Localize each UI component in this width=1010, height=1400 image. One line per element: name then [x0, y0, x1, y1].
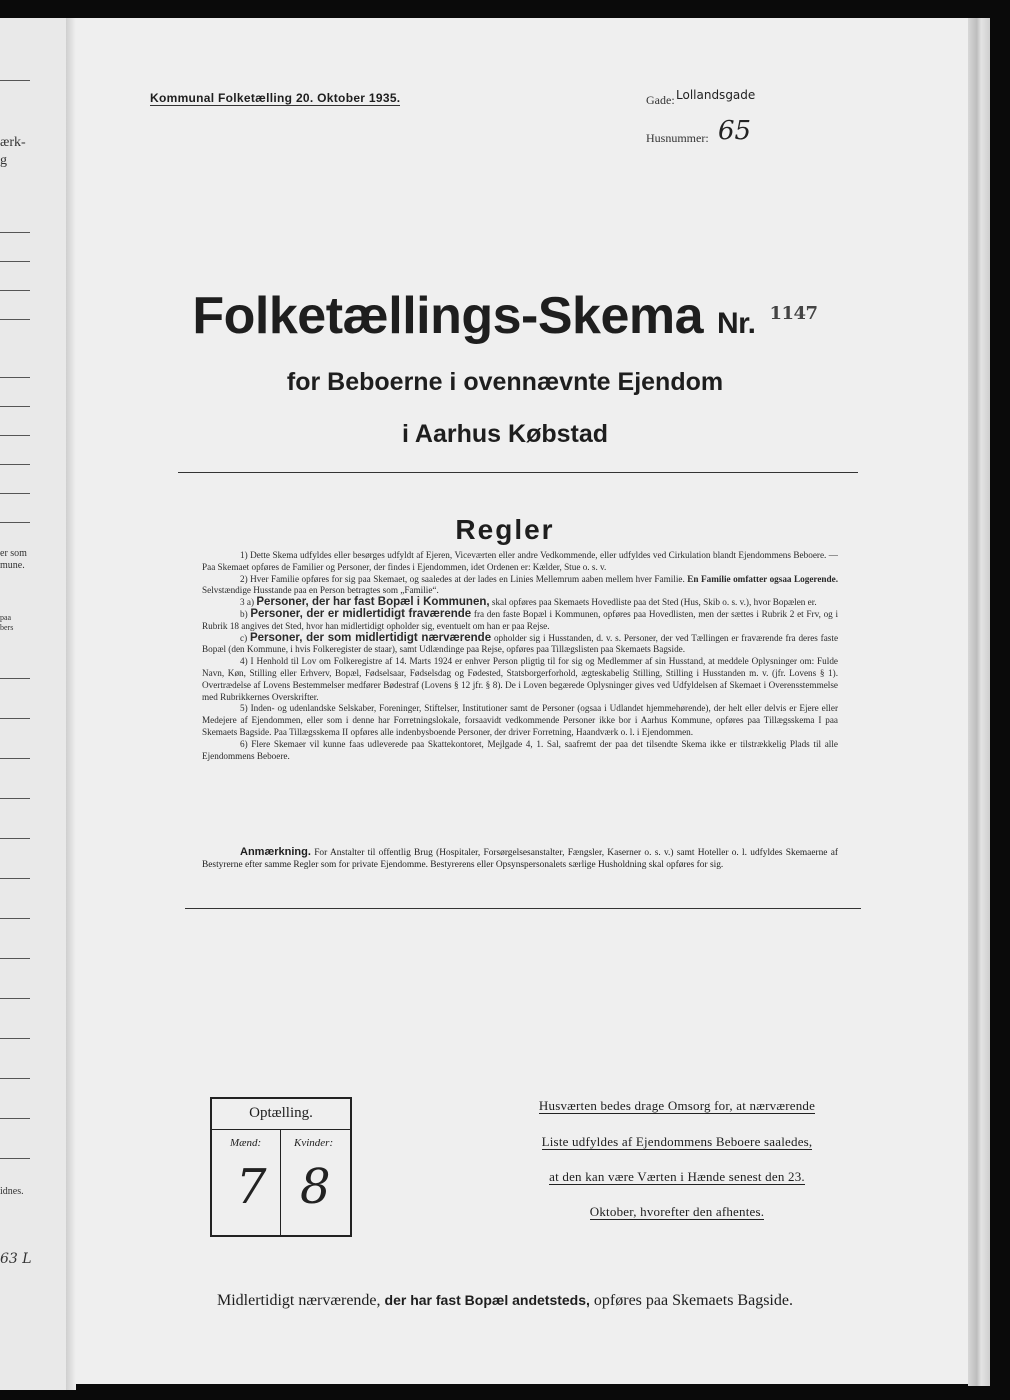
regler-heading: Regler [455, 514, 555, 545]
divider [0, 878, 30, 879]
divider [212, 1129, 350, 1130]
divider [0, 493, 30, 494]
divider [0, 758, 30, 759]
rule-3b: b) Personer, der er midlertidigt fraværende fra den faste Bopæl i Kommunen, opføres paa Hovedlisten, men der sættes i Rubrik 2 et Frv, og i Rubrik 18 angives det Sted, hvor han midlertidigt opholder sig, eventuelt om han er paa Rejse. [202, 607, 839, 631]
divider [0, 1118, 30, 1119]
notice-line: Oktober, hvorefter den afhentes. [589, 1204, 765, 1219]
left-fragment-text: idnes. [0, 1186, 24, 1197]
husnummer-value: 65 [718, 116, 752, 146]
page-stack-edge [968, 18, 990, 1386]
form-subtitle: for Beboerne i ovennævnte Ejendom [286, 368, 724, 396]
gade-label: Gade: [646, 93, 675, 107]
left-fragment-text: ærk- [0, 135, 26, 150]
divider [0, 1078, 30, 1079]
divider [0, 798, 30, 799]
optaelling-box [210, 1097, 352, 1237]
form-title-main: Folketællings-Skema [192, 287, 704, 345]
form-number: 1147 [769, 303, 818, 324]
rule-3a: 3 a) Personer, der har fast Bopæl i Kommunen, skal opføres paa Skemaets Hovedliste paa det Sted (Hus, Skib o. s. v.), hvor Bopælen er. [240, 596, 817, 609]
left-fragment-text: er som [0, 548, 27, 559]
rules-text [202, 550, 838, 762]
divider [0, 406, 30, 407]
gade-value: Lollandsgade [676, 88, 756, 102]
anmaerkning-label: Anmærkning. [240, 846, 311, 858]
rule-1: 1) Dette Skema udfyldes eller besørges udfyldt af Ejeren, Viceværten eller andre Vedkommende, eller udfyldes ved Cirkulation blandt Ejendommens Beboere. — Paa Skemaet opføres de Familier og Personer, der findes i Ejendommen, idet Ordenen er: Kælder, Stue o. s. v. [202, 550, 838, 572]
divider [0, 232, 30, 233]
divider [0, 998, 30, 999]
rule-6: 6) Flere Skemaer vil kunne faas udleverede paa Skattekontoret, Mejlgade 4, 1. Sal, saafremt der paa det tilsendte Skema ikke er tilstrækkelig Plads til alle Ejendommens Beboere. [202, 738, 838, 761]
anmaerkning-text: For Anstalter til offentlig Brug (Hospitaler, Forsørgelsesanstalter, Fængsler, Kaserner o. s. v.) samt Hoteller o. l. udfyldes Skemaerne af Bestyrerne efter samme Regler som for private Ejendomme. Bestyrerens eller Opsynspersonalets særlige Husholdning skal opføres for sig. [202, 848, 839, 870]
notice-line: Liste udfyldes af Ejendommens Beboere saaledes, [541, 1134, 813, 1149]
optaelling-title: Optælling. [249, 1105, 313, 1121]
divider [0, 261, 30, 262]
left-fragment-text: mune. [0, 560, 25, 571]
form-title [0, 286, 1010, 346]
notice-line: Husværten bedes drage Omsorg for, at nærværende [538, 1098, 816, 1113]
rule-5: 5) Inden- og udenlandske Selskaber, Foreninger, Stiftelser, Institutioner samt de Personer (ogsaa i Udlandet hjemmehørende), der helt eller delvis er Ejere eller Medejere af Ejendommen, eller som i denne har Forretningslokale, forsaavidt vedkommende Personer ikke bor i Aarhus Kommune, opføres paa Tillægsskema I paa Skemaets Bagside. Paa Tillægsskema II opføres alle indenbysboende Personer, der driver Forretning, Haandværk o. l. i Ejendommen. [202, 703, 838, 737]
form-number-label: Nr. [717, 307, 756, 340]
divider [185, 908, 861, 909]
divider [0, 678, 30, 679]
census-header: Kommunal Folketælling 20. Oktober 1935. [150, 91, 401, 105]
left-page-fragment [0, 18, 70, 1390]
left-fragment-text: g [0, 153, 7, 168]
left-fragment-text: paa [0, 613, 12, 622]
anmaerkning-note [202, 846, 838, 871]
rule-4: 4) I Henhold til Lov om Folkeregistre af 14. Marts 1924 er enhver Person pligtig til for sig og Medlemmer af sin Husstand, at meddele Oplysninger om: Fulde Navn, Køn, Stilling eller Erhverv, Bopæl, Fødselsaar, Fødselsdag og Fødested, Statsborgerforhold, ægteskabelig Stilling, Stilling i Husstanden m. v. (jfr. Lovens § 1). Overtrædelse af Lovens Bestemmelser medfører Bødestraf (Lovens § 12 jfr. § 8). De i Loven begærede Oplysninger gives ved Udfyldelsen af Skemaet i Overensstemmelse med Rubrikkernes Overskrifter. [202, 656, 838, 702]
divider [0, 1158, 30, 1159]
divider [0, 1038, 30, 1039]
form-location: i Aarhus Købstad [401, 420, 609, 448]
divider [0, 80, 30, 81]
left-fragment-handwriting: 63 L [0, 1251, 32, 1267]
rule-3c: c) Personer, der som midlertidigt nærværende opholder sig i Husstanden, d. v. s. Personer, der ved Tællingen er fraværende fra deres faste Bopæl (den Kommune, i hvis Folkeregister de staar), samt Udlændinge paa Rejse, opføres paa Tillægslisten paa Skemaets Bagside. [202, 631, 839, 655]
divider [0, 464, 30, 465]
divider [0, 718, 30, 719]
maend-label: Mænd: [230, 1137, 262, 1149]
footer-note: Midlertidigt nærværende, der har fast Bopæl andetsteds, opføres paa Skemaets Bagside. [217, 1292, 793, 1309]
divider [280, 1129, 281, 1235]
divider [178, 472, 858, 473]
book-gutter [66, 18, 76, 1390]
divider [0, 958, 30, 959]
maend-count: 7 [236, 1159, 267, 1215]
husnummer-label: Husnummer: [646, 131, 709, 145]
kvinder-label: Kvinder: [294, 1137, 334, 1149]
rule-2: 2) Hver Familie opføres for sig paa Skemaet, og saaledes at der lades en Linies Mellemrum aaben mellem hver Familie. En Familie omfatter ogsaa Logerende. Selvstændige Husstande paa en Person betragtes som „Familie“. [202, 573, 838, 596]
left-fragment-text: bers [0, 623, 14, 632]
kvinder-count: 8 [300, 1159, 331, 1215]
notice-line: at den kan være Værten i Hænde senest den 23. [549, 1169, 805, 1184]
divider [0, 918, 30, 919]
divider [0, 838, 30, 839]
